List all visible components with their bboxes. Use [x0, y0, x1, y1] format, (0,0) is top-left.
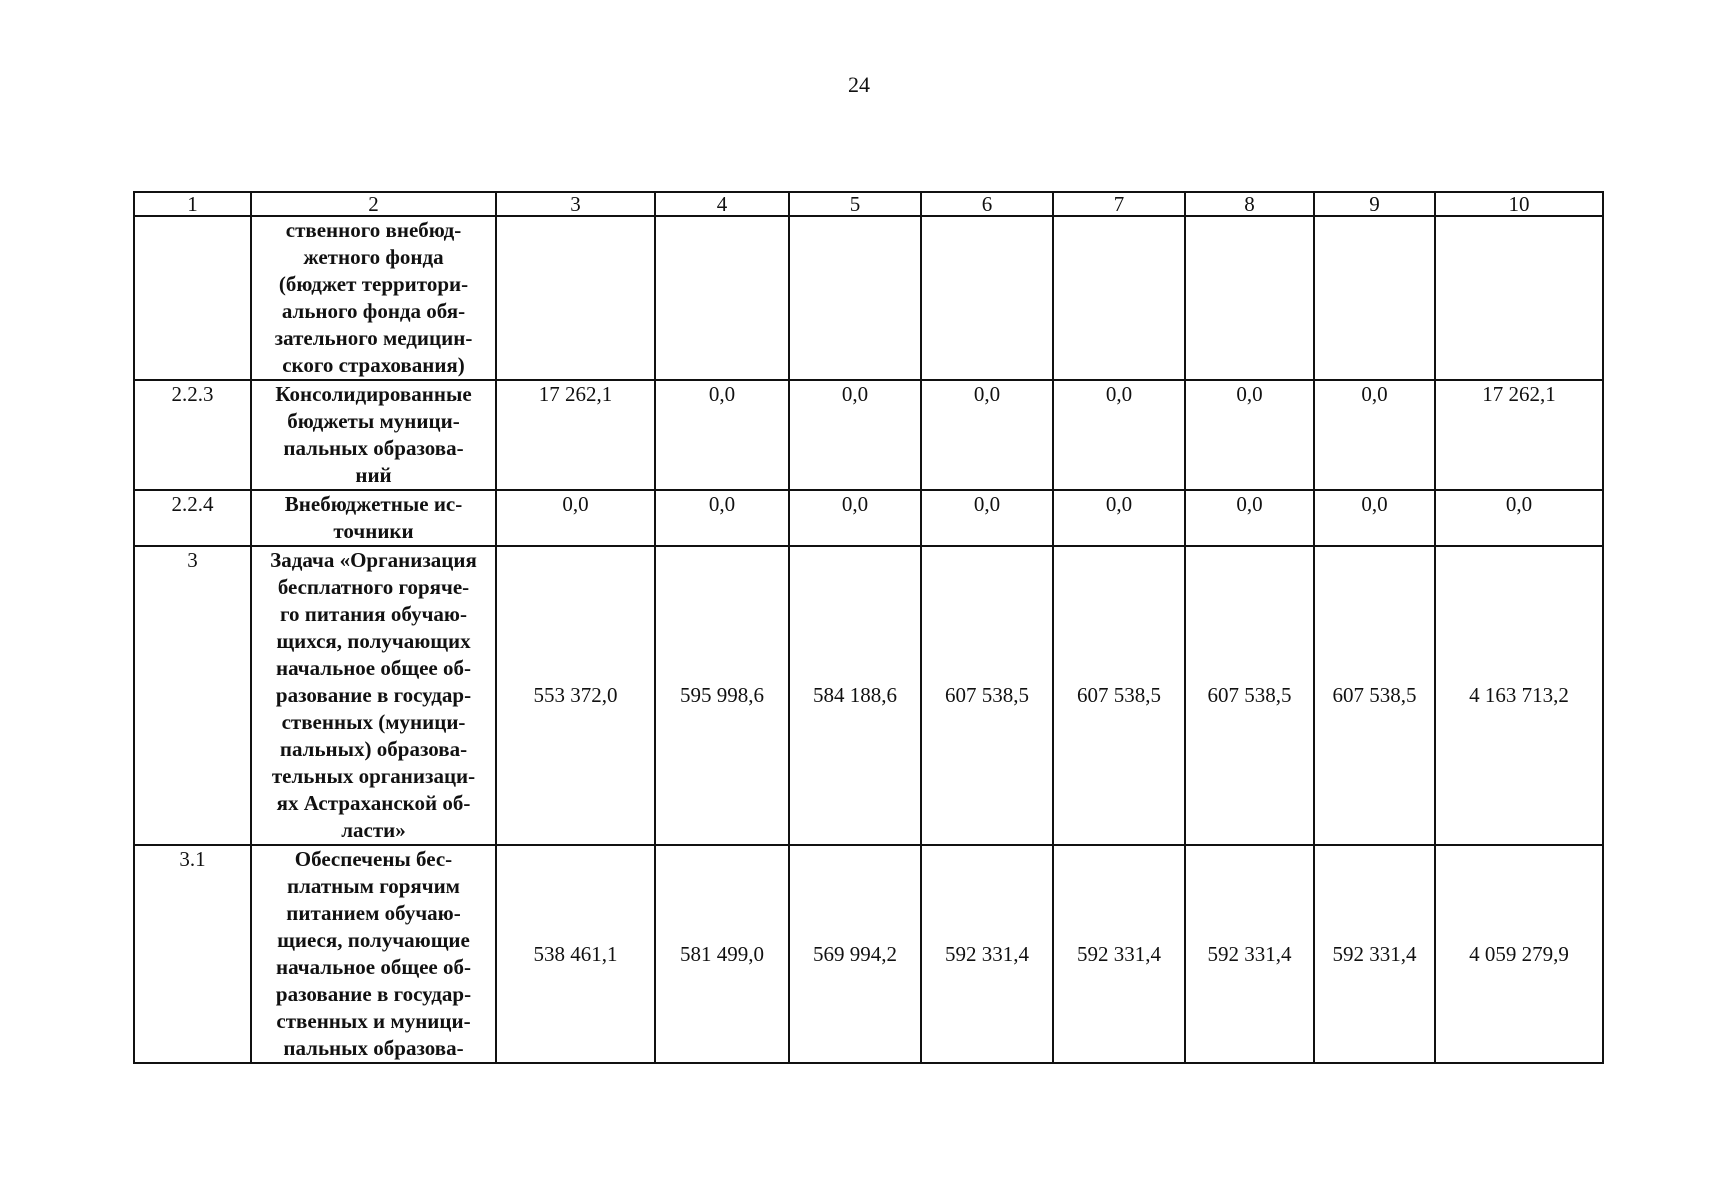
column-header: 1 — [134, 192, 251, 216]
table-row — [134, 845, 1603, 1063]
column-header: 3 — [496, 192, 655, 216]
value-cell: 0,0 — [1053, 380, 1185, 490]
table-row — [134, 546, 1603, 845]
value-cell: 0,0 — [1185, 380, 1314, 490]
row-code: 2.2.4 — [134, 490, 251, 546]
header-row — [134, 192, 1603, 216]
value-cell: 538 461,1 — [496, 845, 655, 1063]
value-cell — [1314, 216, 1435, 380]
page-number: 24 — [848, 72, 870, 97]
column-header: 7 — [1053, 192, 1185, 216]
value-cell: 17 262,1 — [496, 380, 655, 490]
row-code: 3 — [134, 546, 251, 845]
row-code: 3.1 — [134, 845, 251, 1063]
value-cell: 4 163 713,2 — [1435, 546, 1603, 845]
column-header: 4 — [655, 192, 789, 216]
value-cell — [1435, 216, 1603, 380]
column-header: 2 — [251, 192, 496, 216]
value-cell: 553 372,0 — [496, 546, 655, 845]
row-name: Задача «Организация бесплатного горяче- го питания обучаю- щихся, получающих начальное общее об- разование в государ- ственных (муници- пальных) образова- тельных организаци- ях Астраханской об- ласти» — [251, 546, 496, 845]
value-cell: 0,0 — [496, 490, 655, 546]
value-cell: 0,0 — [1185, 490, 1314, 546]
value-cell — [655, 216, 789, 380]
value-cell: 17 262,1 — [1435, 380, 1603, 490]
value-cell: 592 331,4 — [1053, 845, 1185, 1063]
row-name: Обеспечены бес- платным горячим питанием обучаю- щиеся, получающие начальное общее об- разование в государ- ственных и муници- пальных образова- — [251, 845, 496, 1063]
value-cell: 592 331,4 — [921, 845, 1053, 1063]
value-cell: 607 538,5 — [1053, 546, 1185, 845]
value-cell: 0,0 — [1314, 490, 1435, 546]
column-header: 8 — [1185, 192, 1314, 216]
value-cell: 592 331,4 — [1185, 845, 1314, 1063]
value-cell: 0,0 — [789, 380, 921, 490]
value-cell: 0,0 — [1314, 380, 1435, 490]
value-cell: 0,0 — [655, 490, 789, 546]
value-cell: 595 998,6 — [655, 546, 789, 845]
column-header: 10 — [1435, 192, 1603, 216]
value-cell: 592 331,4 — [1314, 845, 1435, 1063]
value-cell: 607 538,5 — [921, 546, 1053, 845]
value-cell: 0,0 — [789, 490, 921, 546]
row-name: ственного внебюд- жетного фонда (бюджет территори- ального фонда обя- зательного медицин- ского страхования) — [251, 216, 496, 380]
table-row — [134, 490, 1603, 546]
value-cell — [1185, 216, 1314, 380]
value-cell: 584 188,6 — [789, 546, 921, 845]
table-row — [134, 216, 1603, 380]
row-name: Внебюджетные ис- точники — [251, 490, 496, 546]
value-cell: 607 538,5 — [1314, 546, 1435, 845]
table-row — [134, 380, 1603, 490]
value-cell: 0,0 — [1435, 490, 1603, 546]
value-cell: 0,0 — [921, 490, 1053, 546]
value-cell — [496, 216, 655, 380]
value-cell: 569 994,2 — [789, 845, 921, 1063]
column-header: 6 — [921, 192, 1053, 216]
value-cell: 581 499,0 — [655, 845, 789, 1063]
row-name: Консолидированные бюджеты муници- пальных образова- ний — [251, 380, 496, 490]
value-cell — [1053, 216, 1185, 380]
column-header: 5 — [789, 192, 921, 216]
value-cell: 0,0 — [1053, 490, 1185, 546]
column-header: 9 — [1314, 192, 1435, 216]
value-cell — [789, 216, 921, 380]
value-cell: 0,0 — [921, 380, 1053, 490]
budget-table — [133, 191, 1604, 1064]
value-cell: 607 538,5 — [1185, 546, 1314, 845]
row-code: 2.2.3 — [134, 380, 251, 490]
row-code — [134, 216, 251, 380]
value-cell — [921, 216, 1053, 380]
value-cell: 4 059 279,9 — [1435, 845, 1603, 1063]
value-cell: 0,0 — [655, 380, 789, 490]
